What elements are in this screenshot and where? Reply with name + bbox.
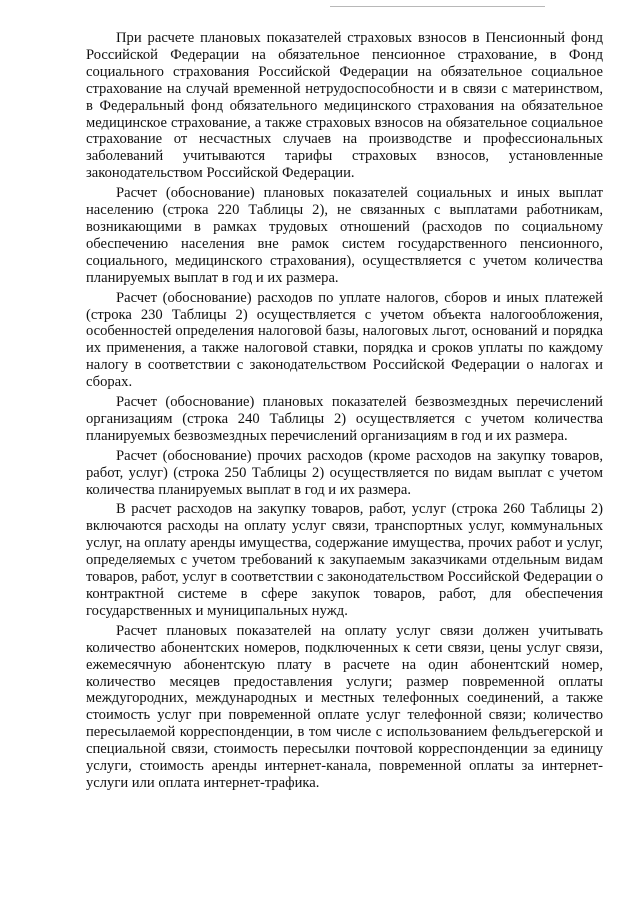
paragraph-gratuitous-transfers: Расчет (обоснование) плановых показателей безвозмездных перечислений организациям (строка 240 Таблицы 2) осуществляется с учетом количества планируемых безвозмездных перечислений организациям в год и их размера.	[86, 394, 603, 444]
document-body	[86, 30, 603, 795]
paragraph-other-expenses: Расчет (обоснование) прочих расходов (кроме расходов на закупку товаров, работ, услуг) (строка 250 Таблицы 2) осуществляется по видам выплат с учетом количества планируемых выплат в год и их размера.	[86, 447, 603, 498]
paragraph-social-payments: Расчет (обоснование) плановых показателей социальных и иных выплат населению (строка 220 Таблицы 2), не связанных с выплатами работникам, возникающими в рамках трудовых отношений (расходов по социальному обеспечению населения вне рамок систем государственного пенсионного, социального, медицинского страхования), осуществляется с учетом количества планируемых выплат в год и их размера.	[86, 185, 603, 286]
paragraph-communication-services: Расчет плановых показателей на оплату услуг связи должен учитывать количество абонентских номеров, подключенных к сети связи, цены услуг связи, ежемесячную абонентскую плату в расчете на один абонентский номер, количество месяцев предоставления услуги; размер повременной оплаты междугородних, международных и местных телефонных соединений, а также стоимость услуг при повременной оплате услуг телефонной связи; количество пересылаемой корреспонденции, в том числе с использованием фельдъегерской и специальной связи, стоимость пересылки почтовой корреспонденции за единицу услуги, стоимость аренды интернет-канала, повременной оплаты за интернет-услуги или оплата интернет-трафика.	[86, 622, 603, 791]
paragraph-insurance-contributions: При расчете плановых показателей страховых взносов в Пенсионный фонд Российской Федерации на обязательное пенсионное страхование, в Фонд социального страхования Российской Федерации на обязательное социальное страхование на случай временной нетрудоспособности и в связи с материнством, в Федеральный фонд обязательного медицинского страхования на обязательное медицинское страхование, а также страховых взносов на обязательное социальное страхование от несчастных случаев на производстве и профессиональных заболеваний учитываются тарифы страховых взносов, установленные законодательством Российской Федерации.	[86, 30, 603, 182]
top-rule	[330, 6, 545, 7]
paragraph-procurement: В расчет расходов на закупку товаров, работ, услуг (строка 260 Таблицы 2) включаются расходы на оплату услуг связи, транспортных услуг, коммунальных услуг, на оплату аренды имущества, содержание имущества, прочих работ и услуг, определяемых с учетом требований к закупаемым заказчиками отдельным видам товаров, работ, услуг в соответствии с законодательством Российской Федерации о контрактной системе в сфере закупок товаров, работ, для обеспечения государственных и муниципальных нужд.	[86, 501, 603, 619]
paragraph-taxes-fees: Расчет (обоснование) расходов по уплате налогов, сборов и иных платежей (строка 230 Таблицы 2) осуществляется с учетом объекта налогообложения, особенностей определения налоговой базы, налоговых льгот, оснований и порядка их применения, а также налоговой ставки, порядка и сроков уплаты по каждому налогу в соответствии с законодательством Российской Федерации о налогах и сборах.	[86, 289, 603, 391]
